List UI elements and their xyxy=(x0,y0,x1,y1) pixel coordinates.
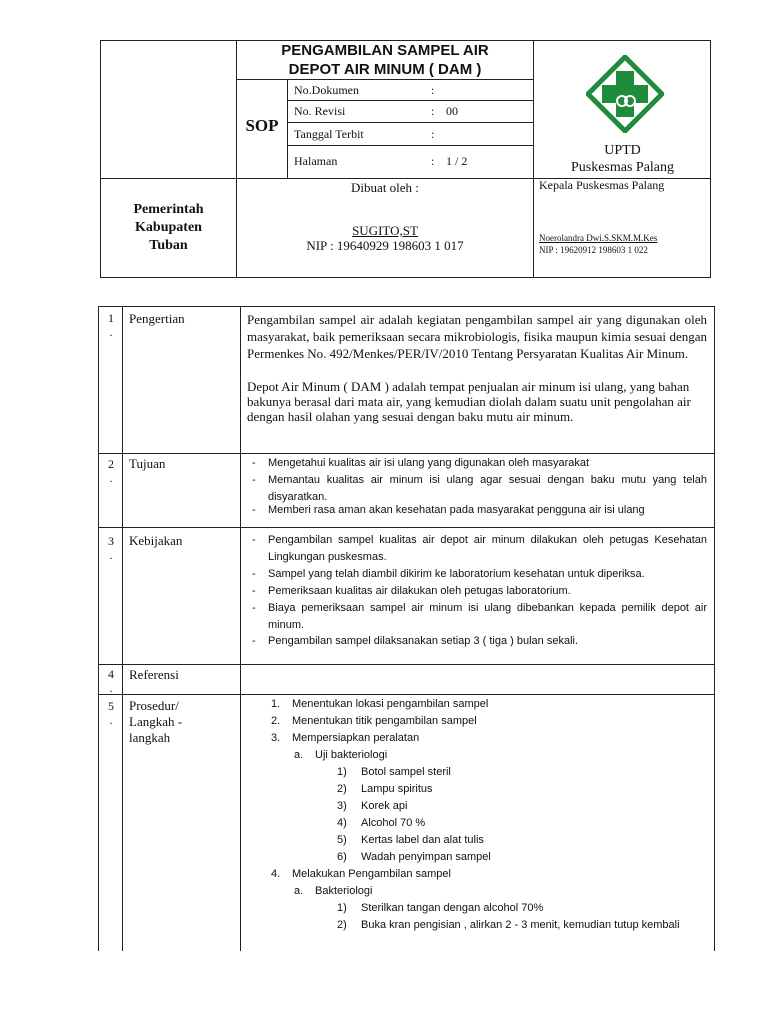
row-number: 1 . xyxy=(108,311,114,339)
list-item: - Biaya pemeriksaan sampel air minum isi ulang dibebankan kepada pemilik depot air minum. xyxy=(252,602,707,631)
author-nip: NIP : 19640929 198603 1 017 xyxy=(306,238,464,253)
list-item: Botol sampel steril xyxy=(361,766,451,778)
list-marker: a. xyxy=(294,749,304,761)
kepala-name: Noerolandra Dwi.S.SKM.M.Kes xyxy=(539,233,658,243)
kepala-nip: NIP : 19620912 198603 1 022 xyxy=(539,245,648,255)
table-divider xyxy=(240,306,241,951)
list-item: Lampu spiritus xyxy=(361,783,433,795)
row-number: 5 . xyxy=(108,699,114,727)
list-item: - Memberi rasa aman akan kesehatan pada masyarakat pengguna air isi ulang xyxy=(252,504,645,516)
list-marker: 1) xyxy=(337,766,347,778)
list-marker: 2) xyxy=(337,919,347,931)
list-marker: 1) xyxy=(337,902,347,914)
list-marker: 5) xyxy=(337,834,347,846)
meta-label: Halaman xyxy=(294,154,338,168)
meta-sep: : xyxy=(431,154,435,168)
list-item: Menentukan lokasi pengambilan sampel xyxy=(292,698,489,710)
list-marker: 4. xyxy=(271,868,281,880)
row-label: Referensi xyxy=(129,667,179,682)
table-divider xyxy=(98,664,715,665)
list-item: Alcohol 70 % xyxy=(361,817,426,829)
list-marker: 1. xyxy=(271,698,281,710)
row-number: 4 . xyxy=(108,667,114,695)
document-title: PENGAMBILAN SAMPEL AIR DEPOT AIR MINUM ( DAM ) xyxy=(281,42,489,78)
meta-value: 1 / 2 xyxy=(446,154,468,168)
list-item: - Pengambilan sampel kualitas air depot air minum dilakukan oleh petugas Kesehatan Lingkungan puskesmas. xyxy=(252,534,707,563)
list-item: Sterilkan tangan dengan alcohol 70% xyxy=(361,902,544,914)
table-divider xyxy=(122,306,123,951)
table-divider xyxy=(98,453,715,454)
list-item: - Sampel yang telah diambil dikirim ke laboratorium kesehatan untuk diperiksa. xyxy=(252,568,645,580)
list-item: Korek api xyxy=(361,800,408,812)
logo-icon xyxy=(586,55,664,133)
meta-label: No. Revisi xyxy=(294,104,346,118)
meta-sep: : xyxy=(431,83,435,97)
table-divider xyxy=(98,694,715,695)
list-item: - Memantau kualitas air minum isi ulang agar sesuai dengan baku mutu yang telah disyaratkan. xyxy=(252,474,707,503)
dibuat-oleh: Dibuat oleh : xyxy=(351,180,419,195)
list-marker: 3. xyxy=(271,732,281,744)
kepala-label: Kepala Puskesmas Palang xyxy=(539,178,665,192)
row-label: Tujuan xyxy=(129,456,166,471)
meta-value: 00 xyxy=(446,104,458,118)
list-marker: a. xyxy=(294,885,304,897)
row-number: 2 . xyxy=(108,457,114,485)
table-divider xyxy=(98,527,715,528)
header-divider xyxy=(287,100,534,101)
row-label: Kebijakan xyxy=(129,533,183,548)
pemkab-label: Pemerintah Kabupaten Tuban xyxy=(133,202,204,253)
list-item: Menentukan titik pengambilan sampel xyxy=(292,715,477,727)
pengertian-paragraph: Depot Air Minum ( DAM ) adalah tempat penjualan air minum isi ulang, yang bahan bakunya berasal dari mata air, yang kemudian diolah dalam suatu unit pengolahan air dengan hasil olahan yang sesuai dengan baku mutu air minum. xyxy=(247,379,691,424)
row-label: Prosedur/ Langkah - langkah xyxy=(129,698,183,745)
list-marker: 6) xyxy=(337,851,347,863)
header-divider xyxy=(236,79,534,80)
row-label: Pengertian xyxy=(129,311,185,326)
list-item: Melakukan Pengambilan sampel xyxy=(292,868,451,880)
meta-label: Tanggal Terbit xyxy=(294,127,364,141)
row-number: 3 . xyxy=(108,534,114,562)
sop-label: SOP xyxy=(245,116,279,135)
puskesmas-logo xyxy=(586,55,664,133)
list-item: Wadah penyimpan sampel xyxy=(361,851,491,863)
list-item: - Pemeriksaan kualitas air dilakukan oleh petugas laboratorium. xyxy=(252,585,571,597)
author-name: SUGITO,ST xyxy=(352,223,418,238)
list-item: Mempersiapkan peralatan xyxy=(292,732,420,744)
list-item: Bakteriologi xyxy=(315,885,373,897)
pengertian-paragraph: Pengambilan sampel air adalah kegiatan pengambilan sampel air yang digunakan oleh masyarakat, baik pemeriksaan secara mikrobiologis, fisika maupun kimia sesuai dengan Permenkes No. 492/Menkes/PER/IV/2010 Tentang Persyaratan Kualitas Air Minum. xyxy=(247,312,707,361)
header-divider xyxy=(287,145,534,146)
list-marker: 4) xyxy=(337,817,347,829)
meta-sep: : xyxy=(431,104,435,118)
header-divider xyxy=(287,79,288,178)
list-marker: 2. xyxy=(271,715,281,727)
list-item: Kertas label dan alat tulis xyxy=(361,834,484,846)
list-item: Uji bakteriologi xyxy=(315,749,388,761)
meta-label: No.Dokumen xyxy=(294,83,359,97)
list-item: - Mengetahui kualitas air isi ulang yang digunakan oleh masyarakat xyxy=(252,457,590,469)
list-marker: 3) xyxy=(337,800,347,812)
list-item: Buka kran pengisian , alirkan 2 - 3 menit, kemudian tutup kembali xyxy=(361,919,680,931)
meta-sep: : xyxy=(431,127,435,141)
list-marker: 2) xyxy=(337,783,347,795)
header-divider xyxy=(287,122,534,123)
list-item: - Pengambilan sampel dilaksanakan setiap 3 ( tiga ) bulan sekali. xyxy=(252,635,579,647)
uptd-name: UPTD Puskesmas Palang xyxy=(570,143,675,175)
